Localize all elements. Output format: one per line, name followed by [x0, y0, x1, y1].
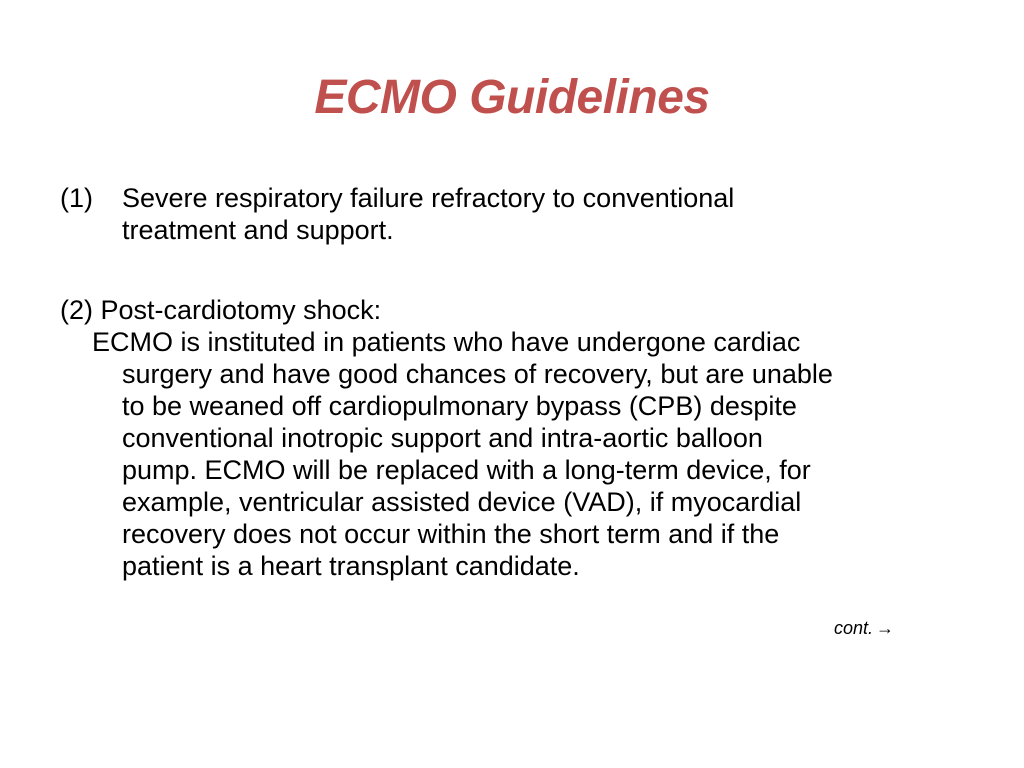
list-item-1 — [60, 182, 960, 246]
continuation-label: cont. — [834, 618, 874, 638]
list-item-1-number: (1) — [60, 183, 93, 213]
list-item-2-heading: (2) Post-cardiotomy shock: — [60, 295, 382, 325]
paragraph-line: conventional inotropic support and intra-aortic balloon — [122, 423, 763, 453]
paragraph-line: to be weaned off cardiopulmonary bypass (CPB) despite — [122, 391, 797, 421]
list-item-2-paragraph — [60, 326, 960, 582]
continuation-note — [834, 616, 894, 640]
paragraph-line: surgery and have good chances of recovery, but are unable — [122, 359, 833, 389]
list-item-1-line: Severe respiratory failure refractory to conventional — [122, 183, 735, 213]
paragraph-line: example, ventricular assisted device (VAD), if myocardial — [122, 487, 802, 517]
slide-title: ECMO Guidelines — [314, 71, 710, 124]
spacer — [60, 246, 960, 294]
paragraph-line: patient is a heart transplant candidate. — [122, 551, 580, 581]
right-arrow-icon: → — [876, 618, 895, 638]
paragraph-line: ECMO is instituted in patients who have undergone cardiac — [92, 327, 801, 357]
paragraph-line: recovery does not occur within the short term and if the — [122, 519, 780, 549]
paragraph-line: pump. ECMO will be replaced with a long-term device, for — [122, 455, 811, 485]
list-item-1-line: treatment and support. — [122, 215, 394, 245]
slide-body — [60, 182, 960, 582]
